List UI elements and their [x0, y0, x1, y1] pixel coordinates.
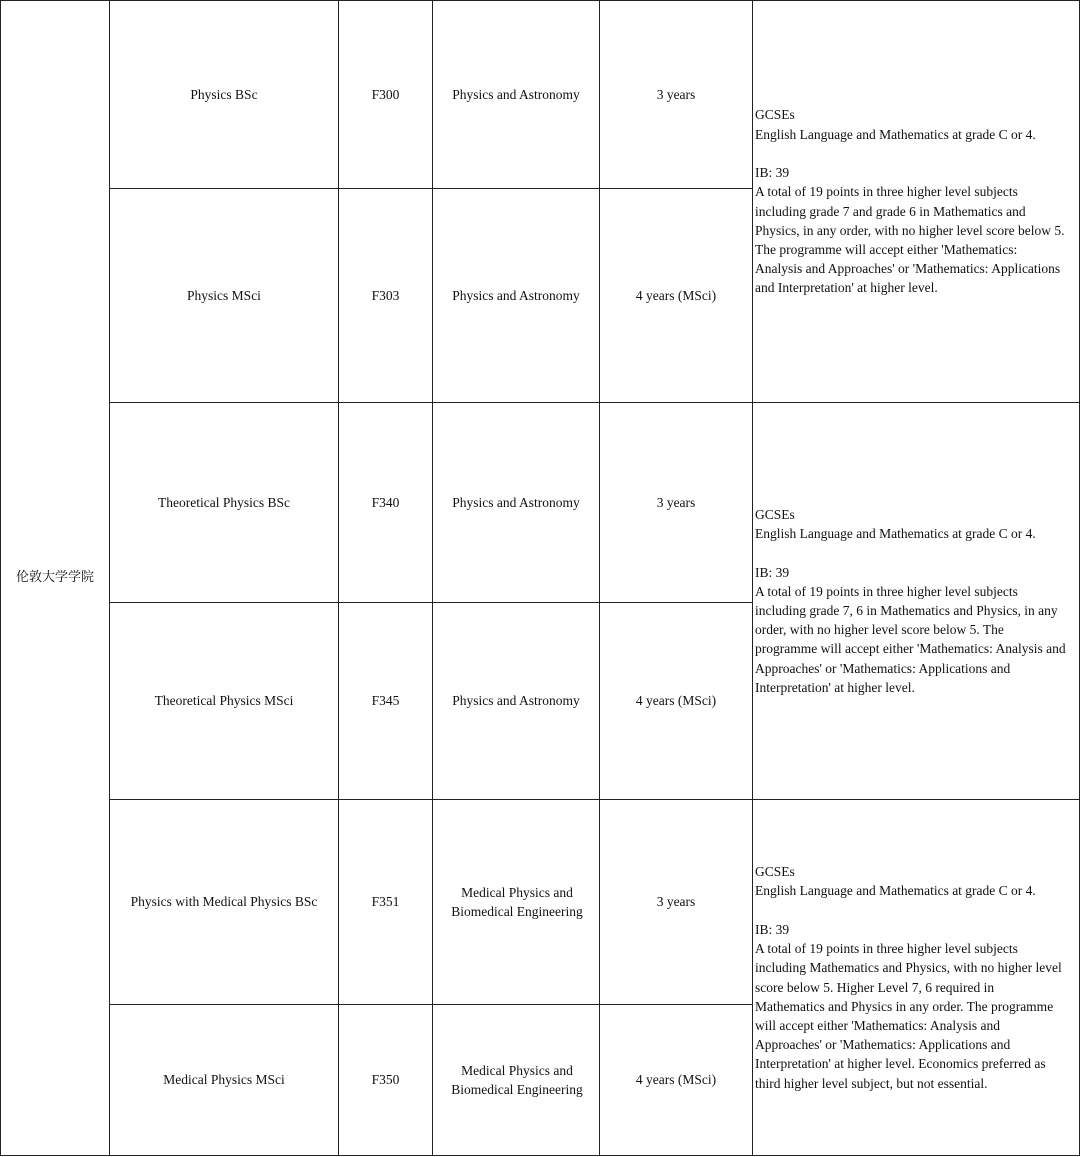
course-code: F300	[339, 1, 433, 189]
course-duration: 3 years	[600, 1, 753, 189]
course-code: F351	[339, 800, 433, 1005]
course-code: F345	[339, 603, 433, 800]
table-row	[1, 800, 1080, 1005]
table-row	[1, 1, 1080, 189]
course-duration: 4 years (MSci)	[600, 1005, 753, 1156]
course-code: F340	[339, 403, 433, 603]
course-department: Physics and Astronomy	[433, 1, 600, 189]
course-department: Physics and Astronomy	[433, 189, 600, 403]
course-department: Physics and Astronomy	[433, 403, 600, 603]
course-name: Medical Physics MSci	[110, 1005, 339, 1156]
course-name: Theoretical Physics BSc	[110, 403, 339, 603]
course-name: Physics BSc	[110, 1, 339, 189]
institution-cell: 伦敦大学学院	[1, 1, 110, 1156]
entry-requirements: GCSEs English Language and Mathematics at grade C or 4. IB: 39 A total of 19 points in three higher level subjects including Mathematics and Physics, with no higher level score below 5. Higher Level 7, 6 required in Mathematics and Physics in any order. The programme will accept either 'Mathematics: Analysis and Approaches' or 'Mathematics: Applications and Interpretation' at higher level. Economics preferred as third higher level subject, but not essential.	[753, 800, 1080, 1156]
course-name: Physics with Medical Physics BSc	[110, 800, 339, 1005]
course-duration: 3 years	[600, 800, 753, 1005]
course-department: Medical Physics and Biomedical Engineering	[433, 800, 600, 1005]
course-name: Theoretical Physics MSci	[110, 603, 339, 800]
course-code: F350	[339, 1005, 433, 1156]
course-department: Medical Physics and Biomedical Engineering	[433, 1005, 600, 1156]
course-duration: 3 years	[600, 403, 753, 603]
table-row	[1, 403, 1080, 603]
course-code: F303	[339, 189, 433, 403]
course-duration: 4 years (MSci)	[600, 603, 753, 800]
course-duration: 4 years (MSci)	[600, 189, 753, 403]
entry-requirements: GCSEs English Language and Mathematics at grade C or 4. IB: 39 A total of 19 points in three higher level subjects including grade 7 and grade 6 in Mathematics and Physics, in any order, with no higher level score below 5. The programme will accept either 'Mathematics: Analysis and Approaches' or 'Mathematics: Applications and Interpretation' at higher level.	[753, 1, 1080, 403]
course-department: Physics and Astronomy	[433, 603, 600, 800]
course-name: Physics MSci	[110, 189, 339, 403]
entry-requirements: GCSEs English Language and Mathematics at grade C or 4. IB: 39 A total of 19 points in three higher level subjects including grade 7, 6 in Mathematics and Physics, in any order, with no higher level score below 5. The programme will accept either 'Mathematics: Analysis and Approaches' or 'Mathematics: Applications and Interpretation' at higher level.	[753, 403, 1080, 800]
